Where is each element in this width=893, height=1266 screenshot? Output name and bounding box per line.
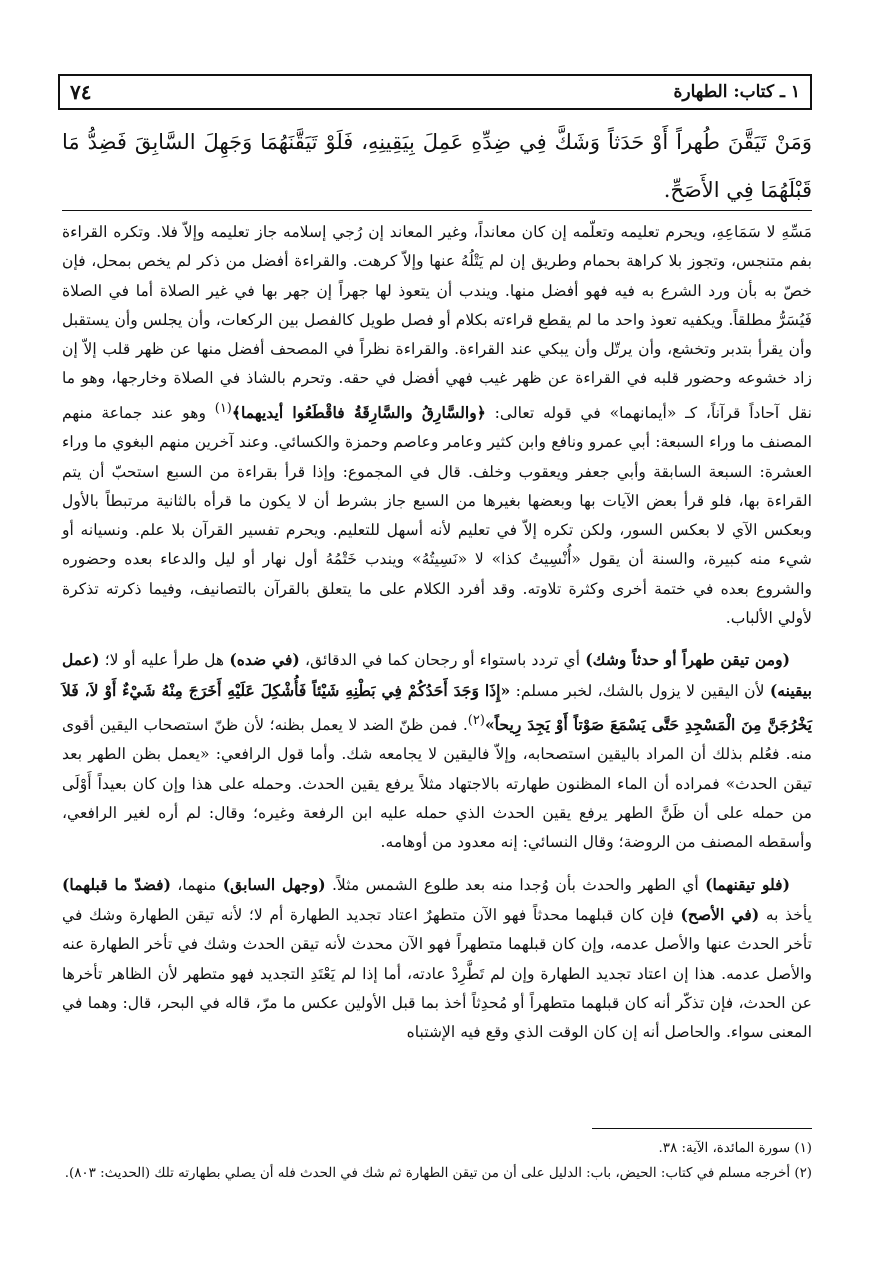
lemma-opposite-prior: (فضدّ ما قبلهما) [62, 874, 171, 894]
lemma-opposite: (في ضده) [229, 650, 300, 670]
lemma-both-certain: (فلو تيقنهما) [705, 874, 790, 894]
footnote-ref-2: (٢) [467, 712, 485, 728]
commentary-body [62, 218, 812, 1047]
footnote-2: (٢) أخرجه مسلم في كتاب: الحيض، باب: الدليل على أن من تيقن الطهارة ثم شك في الحدث فله أن يصلي بطهارته تلك (الحديث: ٨٠٣). [64, 1166, 812, 1181]
lemma-certainty: (ومن تيقن طهراً أو حدثاً وشك) [585, 650, 790, 670]
p3-text-b: منهما، [170, 875, 223, 894]
quran-quote: ﴿والسَّارِقُ والسَّارِقَةُ فاقْطَعُوا أيديهما﴾ [231, 402, 486, 422]
footnote-divider [592, 1128, 812, 1129]
p3-text-c: يأخذ به [759, 905, 812, 924]
footnote-1: (١) سورة المائدة، الآية: ٣٨. [658, 1141, 812, 1156]
lemma-act-certainty: (عمل بيقينه) [62, 650, 812, 700]
footnote-ref-1: (١) [214, 400, 232, 416]
commentary-paragraph-2 [62, 645, 812, 857]
commentary-paragraph-3 [62, 870, 812, 1048]
p3-text-d: فإن كان قبلهما محدثاً فهو الآن متطهرٌ اعتاد تجديد الطهارة أم لا؛ لأنه تيقن الطهارة وشك في تأخر الحدث عنها والأصل عدمه، وإن كان قبلهما متطهراً فهو الآن محدث لأنه تيقن الحدث وشك في تأخر الطهارة عنه والأصل عدمه. هذا إن اعتاد تجديد الطهارة وإن لم تَطَّرِدْ عادته، أما إذا لم يَعْتَدِ التجديد فهو متطهر لأن الظاهر تأخرها عن الحدث، فإن تذكّر أنه كان قبلهما متطهراً أو مُحدِثاً أخذ بما قبل الأولين عكس ما مرّ، قاله في البحر، قال: وهما في المعنى سواء. والحاصل أنه إن كان الوقت الذي وقع فيه الإشتباه [62, 905, 812, 1042]
p2-text-a: أي تردد باستواء أو رجحان كما في الدقائق، [299, 651, 586, 670]
matn-text: وَمَنْ تَيَقَّنَ طُهراً أَوْ حَدَثاً وَشَكَّ فِي ضِدِّهِ عَمِلَ بِيَقِينِهِ، فَلَوْ تَيَقَّنَهُمَا وَجَهِلَ السَّابِقَ فَضِدُّ مَا قَبْلَهُمَا فِي الأَصَحِّ. [62, 130, 812, 202]
p2-text-d: . فمن ظنّ الضد لا يعمل بظنه؛ لأن ظنّ استصحاب اليقين أقوى منه. فعُلم بذلك أن المراد باليقين استصحابه، وإلاّ فاليقين لا يجامعه شك. وأما قول الرافعي: «يعمل بظن الطهر بعد تيقن الحدث» فمراده أن الماء المظنون طهارته بالاجتهاد مثلاً يرفع يقين الحدث. وحمله على هذا وإن كان بعيداً أَوْلَى من حمله على أن ظَنَّ الطهر يرفع يقين الحدث الذي حمله عليه ابن الرفعة وغيره؛ وقال: لم أره لغير الرافعي، وأسقطه المصنف من الروضة؛ وقال النسائي: إنه معدود من أوهامه. [62, 716, 812, 852]
footnotes [62, 1136, 812, 1186]
paragraph-1-rest: وهو عند جماعة منهم المصنف ما وراء السبعة: أبي عمرو ونافع وابن كثير وعامر وعاصم وحمزة والكسائي. وعند آخرين منهم البغوي ما وراء العشرة: السبعة السابقة وأبي جعفر ويعقوب وخلف. قال في المجموع: وإذا قرأ بقراءة من السبع استحبّ أن يتم القراءة بها، فلو قرأ بعض الآيات بها وبعضها بغيرها من السبع جاز بشرط أن لا يكون ما قرأه بالثانية مرتبطاً بالأول وبعكس الآي لا بعكس السور، ولكن تكره إلاّ في تعليم لأنه أسهل للتعليم. ويحرم تفسير القرآن بلا علم. ونسيانه أو شيء منه كبيرة، والسنة أن يقول «أُنْسِيتُ كذا» لا «نَسِيتُهُ» ويندب خَتْمُهُ أول نهار أو ليل والدعاء بعده وحضوره والشروع بعده في ختمة أخرى وكثرة تلاوته. وقد أفرد الكلام على ما يتعلق بالقرآن بالتصانيف، وفيما ذكرته تذكرة لأولي الألباب. [62, 403, 812, 628]
hadith-quote: «إِذَا وَجَدَ أَحَدُكُمْ فِي بَطْنِهِ شَيْئاً فَأُشْكِلَ عَلَيْهِ أَخَرَجَ مِنْهُ شَيْءٌ أَوْ لاَ، فَلاَ يَخْرُجَنَّ مِنَ الْمَسْجِدِ حَتَّى يَسْمَعَ صَوْتاً أَوْ يَجِدَ رِيحاً» [62, 680, 812, 735]
chapter-title: ١ ـ كتاب: الطهارة [673, 82, 800, 102]
p3-text-a: أي الطهر والحدث بأن وُجدا منه بعد طلوع الشمس مثلاً. [325, 875, 706, 894]
matn-divider [62, 210, 812, 211]
p2-text-c: لأن اليقين لا يزول بالشك، لخبر مسلم: [510, 681, 770, 700]
lemma-most-correct: (في الأصح) [680, 904, 760, 924]
lemma-unknown-prior: (وجهل السابق) [222, 874, 326, 894]
commentary-paragraph-1 [62, 218, 812, 633]
p2-text-b: هل طرأ عليه أو لا؛ [99, 651, 230, 670]
page-header [58, 74, 812, 110]
paragraph-1-text: مَسِّهِ لا سَمَاعِهِ، ويحرم تعليمه وتعلّمه إن كان معانداً، وغير المعاند إن رُجي إسلامه جاز تعليمه وإلاّ فلا. وتكره القراءة بفم متنجس، وتجوز بلا كراهة بحمام وطريق إن لم يَتْلُهُ عنها وإلاّ كرهت. والقراءة أفضل من ذكر لم يخص بمحل، فإن خصّ به بأن ورد الشرع به فيه فهو أفضل منها. ويندب أن يتعوذ لها جهراً إن جهر بها في غير الصلاة أما في الصلاة فَيُسَرُّ مطلقاً. ويكفيه تعوذ واحد ما لم يقطع قراءته بكلام أو فصل طويل كالفصل بين الركعات، وأن يجلس وأن يستقبل وأن يقرأ بتدبر وتخشع، وأن يرتّل وأن يبكي عند القراءة. والقراءة نظراً في المصحف أفضل منها عن ظهر قلب إلاّ إن زاد خشوعه وحضور قلبه في القراءة عن ظهر غيب فهي أفضل في حقه. وتحرم بالشاذ في الصلاة وخارجها، وهو ما نقل آحاداً قرآناً، كـ «أيمانهما» في قوله تعالى: [62, 223, 813, 422]
page-number: ٧٤ [70, 80, 92, 104]
